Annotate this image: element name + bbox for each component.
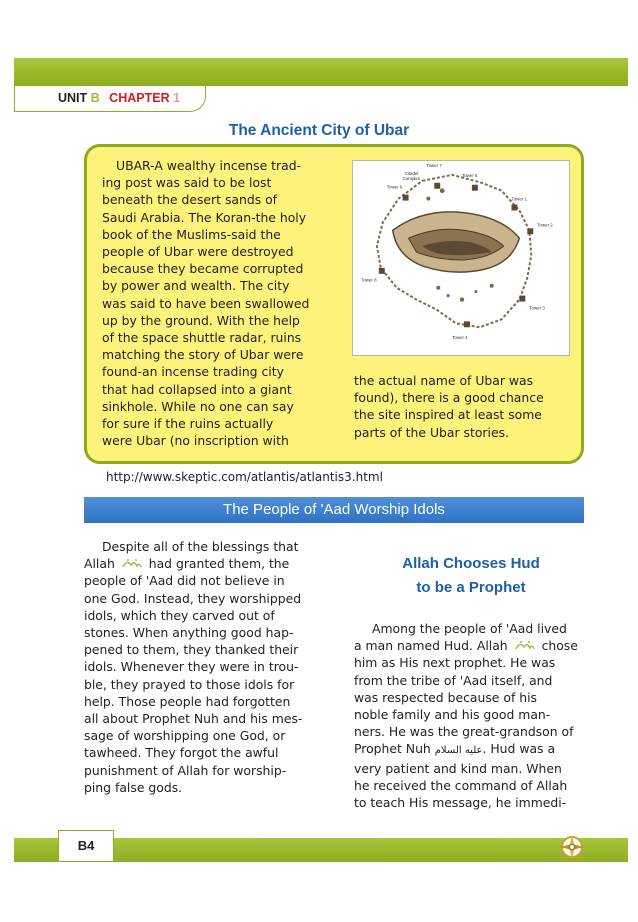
paragraph-line: had granted them, the — [148, 556, 290, 572]
tower-1-marker — [511, 205, 517, 211]
ubar-line: UBAR-A wealthy incense trad- — [116, 158, 302, 173]
paragraph-line: stones. When anything good hap- — [84, 625, 294, 641]
map-label-tower5: Tower 5 — [461, 172, 478, 178]
paragraph-line: all about Prophet Nuh and his mes- — [84, 711, 303, 727]
ubar-line: found), there is a good chance — [354, 390, 544, 406]
paragraph-line: tawheed. They forgot the awful — [84, 745, 279, 761]
paragraph-line: him as His next prophet. He was — [354, 655, 556, 671]
paragraph-line: Allah — [84, 556, 115, 572]
paragraph-line: one God. Instead, they worshipped — [84, 590, 302, 606]
hud-prophet-text — [354, 620, 594, 811]
paragraph-line: sage of worshipping one God, or — [84, 728, 286, 744]
map-label-tower4: Tower 4 — [452, 335, 468, 341]
ubar-line: beneath the desert sands of — [102, 192, 278, 208]
aad-idols-text — [84, 538, 326, 796]
ubar-line: book of the Muslims-said the — [102, 226, 281, 242]
tower-3-marker — [519, 296, 525, 302]
paragraph-line: . Hud was a — [482, 741, 556, 757]
heading-line: to be a Prophet — [416, 579, 526, 596]
header-bar — [14, 58, 628, 86]
map-label-tower2: Tower 2 — [537, 222, 553, 228]
ubar-line: ing post was said to be lost — [102, 175, 272, 191]
paragraph-line: ble, they prayed to those idols for — [84, 676, 295, 692]
tower-6-marker — [403, 195, 409, 201]
ubar-line: were Ubar (no inscription with — [102, 433, 289, 449]
tower-5-marker — [472, 185, 478, 191]
ubar-line: people of Ubar were destroyed — [102, 244, 294, 260]
page-number: B4 — [77, 838, 95, 853]
ubar-line: that had collapsed into a giant — [102, 381, 292, 397]
ubar-line: the site inspired at least some — [354, 407, 542, 423]
ubar-line: of the space shuttle radar, ruins — [102, 330, 302, 346]
tower-7-marker — [434, 183, 440, 189]
source-url[interactable]: http://www.skeptic.com/atlantis/atlantis3.html — [106, 470, 383, 484]
paragraph-line: ping false gods. — [84, 779, 183, 795]
map-label-tower7: Tower 7 — [426, 162, 442, 168]
ubar-line: by power and wealth. The city — [102, 278, 290, 294]
paragraph-line: noble family and his good man- — [354, 707, 551, 723]
tower-2-marker — [527, 228, 533, 234]
ubar-line: for sure if the ruins actually — [102, 416, 274, 432]
paragraph-line: pened to them, they thanked their — [84, 642, 299, 658]
swt-calligraphy-icon — [514, 639, 536, 652]
map-label-citadel: Citadel — [404, 170, 419, 176]
ubar-line: parts of the Ubar stories. — [354, 424, 509, 440]
paragraph-line: he received the command of Allah — [354, 777, 568, 793]
paragraph-line: punishment of Allah for worship- — [84, 762, 287, 778]
map-label-tower6: Tower 6 — [386, 184, 403, 190]
ubar-ruins-map — [352, 160, 570, 356]
paragraph-line: people of 'Aad did not believe in — [84, 573, 285, 589]
paragraph-line: Among the people of 'Aad lived — [372, 621, 567, 636]
heading-line: Allah Chooses Hud — [402, 555, 540, 572]
paragraph-line: chose — [541, 638, 578, 654]
ubar-line: found-an incense trading city — [102, 364, 284, 380]
map-label-tower3: Tower 3 — [529, 305, 545, 311]
paragraph-line: a man named Hud. Allah — [354, 638, 508, 654]
paragraph-line: Prophet Nuh — [354, 741, 431, 757]
swt-calligraphy-icon — [121, 557, 143, 570]
ubar-text-left — [102, 157, 334, 449]
chapter-number: 1 — [173, 91, 181, 105]
paragraph-line: was respected because of his — [354, 689, 538, 705]
tower-8-marker — [379, 268, 385, 274]
chapter-word: CHAPTER — [109, 91, 170, 105]
ruins-illustration — [353, 161, 569, 355]
paragraph-line: help. Those people had forgotten — [84, 693, 291, 709]
tower-4-marker — [464, 321, 470, 327]
ubar-line: because they became corrupted — [102, 261, 304, 277]
map-label-complex: Complex — [402, 175, 421, 181]
paragraph-line: from the tribe of 'Aad itself, and — [354, 672, 553, 688]
paragraph-line: idols, which they carved out of — [84, 607, 275, 623]
ubar-line: up by the ground. With the help — [102, 312, 300, 328]
ubar-line: Saudi Arabia. The Koran-the holy — [102, 209, 307, 225]
page-title: The Ancient City of Ubar — [228, 122, 410, 139]
section-title: The People of 'Aad Worship Idols — [223, 501, 445, 518]
paragraph-line: to teach His message, he immedi- — [354, 795, 567, 811]
map-label-tower8: Tower 8 — [361, 277, 377, 283]
ubar-line: was said to have been swallowed — [102, 295, 310, 311]
unit-label: UNIT — [58, 91, 88, 105]
ubar-text-right — [354, 372, 572, 441]
paragraph-line: Despite all of the blessings that — [102, 539, 299, 554]
ubar-line: matching the story of Ubar were — [102, 347, 304, 363]
paragraph-line: idols. Whenever they were in trou- — [84, 659, 299, 675]
ubar-line: sinkhole. While no one can say — [102, 398, 294, 414]
paragraph-line: very patient and kind man. When — [354, 760, 562, 776]
map-label-tower1: Tower 1 — [511, 196, 528, 202]
unit-letter: B — [90, 91, 100, 105]
hud-prophet-heading — [346, 552, 596, 600]
chapter-label — [58, 91, 180, 105]
compass-icon — [558, 833, 586, 861]
pbuh-honorific: عليه السلام — [434, 745, 483, 757]
paragraph-line: ners. He was the great-grandson of — [354, 724, 574, 740]
ubar-line: the actual name of Ubar was — [354, 373, 534, 388]
